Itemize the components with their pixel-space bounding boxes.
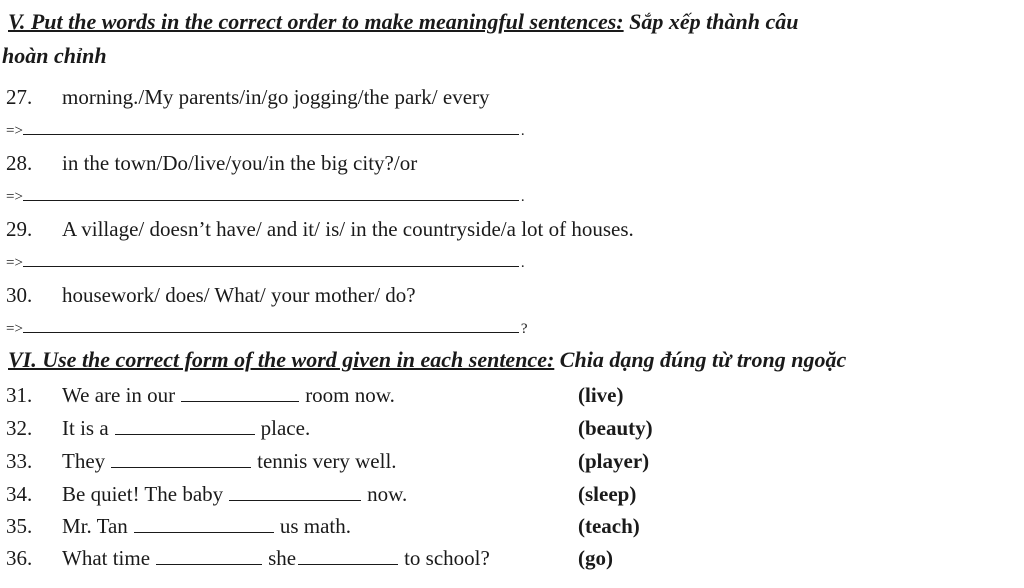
question-28 (6, 148, 417, 178)
question-number: 35. (6, 514, 33, 538)
question-before: What time (62, 546, 151, 570)
word-hint: (player) (578, 449, 650, 473)
end-punct: . (520, 189, 525, 205)
answer-blank[interactable] (134, 514, 274, 533)
question-after: place. (260, 416, 311, 440)
question-before: We are in our (62, 383, 176, 407)
word-hint: (go) (578, 546, 613, 570)
arrow-symbol: => (6, 123, 23, 139)
question-number: 34. (6, 482, 33, 506)
answer-blank[interactable] (23, 252, 519, 267)
question-31 (6, 380, 395, 410)
question-34 (6, 479, 407, 509)
word-hint: (teach) (578, 514, 640, 538)
answer-blank[interactable] (181, 383, 299, 402)
question-before: Mr. Tan (62, 514, 128, 538)
question-after: tennis very well. (257, 449, 397, 473)
question-number: 29. (6, 217, 33, 241)
answer-line-28[interactable] (6, 186, 525, 207)
section-5-heading-line2: hoàn chỉnh (2, 43, 107, 68)
question-number: 36. (6, 546, 33, 570)
answer-blank[interactable] (111, 449, 251, 468)
question-before: Be quiet! The baby (62, 482, 224, 506)
arrow-symbol: => (6, 255, 23, 271)
question-number: 30. (6, 283, 33, 307)
question-27 (6, 82, 490, 112)
question-32 (6, 413, 310, 443)
question-number: 32. (6, 416, 33, 440)
question-30 (6, 280, 416, 310)
question-number: 33. (6, 449, 33, 473)
end-punct: ? (520, 321, 528, 337)
word-hint: (beauty) (578, 416, 653, 440)
question-text: A village/ doesn’t have/ and it/ is/ in the countryside/a lot of houses. (62, 217, 634, 241)
arrow-symbol: => (6, 321, 23, 337)
answer-line-27[interactable] (6, 120, 525, 141)
arrow-symbol: => (6, 189, 23, 205)
question-29 (6, 214, 634, 244)
question-35 (6, 511, 351, 541)
question-after: room now. (305, 383, 395, 407)
end-punct: . (520, 123, 525, 139)
answer-line-30[interactable] (6, 318, 528, 339)
answer-blank[interactable] (23, 120, 519, 135)
question-before: They (62, 449, 106, 473)
question-middle: she (268, 546, 297, 570)
end-punct: . (520, 255, 525, 271)
question-text: in the town/Do/live/you/in the big city?/or (62, 151, 418, 175)
question-before: It is a (62, 416, 109, 440)
question-number: 28. (6, 151, 33, 175)
answer-blank[interactable] (23, 186, 519, 201)
question-33 (6, 446, 397, 476)
section-5-heading (8, 6, 798, 38)
question-text: morning./My parents/in/go jogging/the park/ every (62, 85, 490, 109)
answer-blank[interactable] (115, 416, 255, 435)
question-36 (6, 543, 490, 573)
question-after: now. (367, 482, 408, 506)
section-6-heading (8, 344, 846, 376)
word-hint: (live) (578, 383, 624, 407)
question-number: 27. (6, 85, 33, 109)
answer-blank-2[interactable] (298, 546, 398, 565)
section-5-title-vi: Sắp xếp thành câu (623, 9, 799, 34)
word-hint: (sleep) (578, 482, 637, 506)
answer-line-29[interactable] (6, 252, 525, 273)
question-after: us math. (279, 514, 351, 538)
question-number: 31. (6, 383, 33, 407)
question-text: housework/ does/ What/ your mother/ do? (62, 283, 416, 307)
answer-blank-1[interactable] (156, 546, 262, 565)
section-6-title-vi: Chia dạng đúng từ trong ngoặc (554, 347, 847, 372)
answer-blank[interactable] (229, 482, 361, 501)
section-5-title: V. Put the words in the correct order to make meaningful sentences: (8, 9, 624, 34)
question-after: to school? (404, 546, 490, 570)
section-6-title: VI. Use the correct form of the word given in each sentence: (8, 347, 555, 372)
answer-blank[interactable] (23, 318, 519, 333)
